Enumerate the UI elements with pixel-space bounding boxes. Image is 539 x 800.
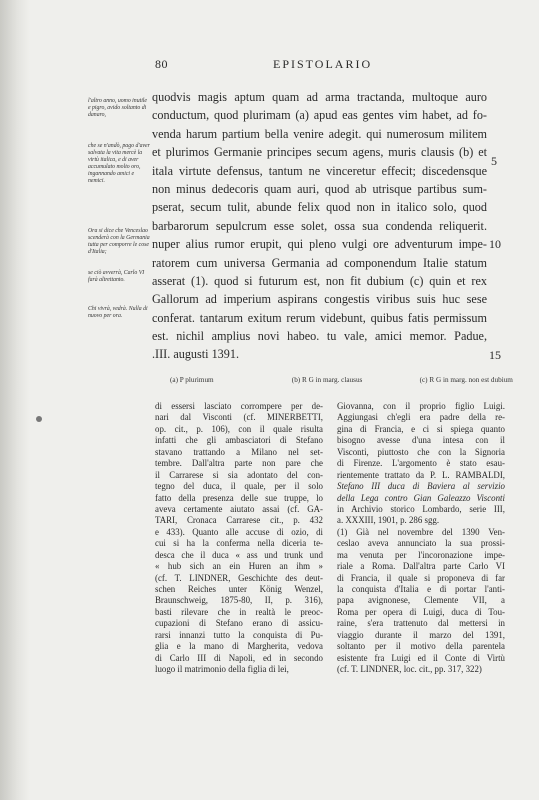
margin-note: che se n'andò, pago d'aver salvata la vita mercè la virtù italica, e di aver accumulato molto oro, ingannando amici e nemici. [88,143,150,184]
note-line: infatti che gli ambasciatori di Stefano [155,435,323,446]
page-binding-shadow [0,0,30,800]
note-line: « hub sich an ein Huren an ihm » [155,561,323,572]
note-line: tegno del duca, il quale, per il solo [155,481,323,492]
line-number: 15 [489,348,501,362]
note-line: la conquista d'Italia e di portar l'anti- [337,584,505,594]
margin-note: Chi vivrà, vedrà. Nulla di nuovo per ora. [88,306,148,319]
note-line: viaggio durante il marzo del 1391, [337,629,505,640]
notes-column-left [155,401,323,676]
note-line: cui si ha la conferma nella diceria te- [155,538,323,549]
note-line: nari dal Visconti (cf. MINERBETTI, [155,412,323,423]
note-line: della Lega contro Gian Galeazzo Visconti [337,492,505,503]
ink-spot [36,416,42,422]
note-line: ceslao aveva annunciato la sua prossi- [337,538,505,549]
note-line: fatto della presenza delle sue truppe, lo [155,492,323,503]
note-line: di Firenze. L'argomento è stato esau- [337,458,505,469]
notes-column-right [337,401,505,676]
text-line: .III. augusti 1391. [152,347,239,362]
note-line: (cf. T. LINDNER, loc. cit., pp. 317, 322) [337,664,482,675]
margin-note: l'altro anno, uomo inutile e pigro, avido soltanto di danaro, [88,98,147,118]
text-line: non minus dedecoris quam auri, quod ab utrisque partibus sum- [152,181,487,196]
note-line: Visconti, piuttosto che con la Signoria [337,446,505,457]
note-line: di Carlo III di Napoli, ed in secondo [155,652,323,663]
line-number: 10 [489,237,501,251]
text-line: est. nichil amplius novi habeo. tu vale, amici memor. Padue, [152,329,487,344]
variant-note: (a) P plurimum [170,376,214,384]
text-line: et plurimos Germanie principes secum agens, muris clausis (b) et [152,145,487,160]
note-line: basti rilevare che in realtà le preoc- [155,606,323,617]
note-line: di essersi lasciato corrompere per de- [155,401,323,411]
text-line: itala virtute defensus, tantum ne vinceretur effecit; discedensque [152,163,487,178]
note-line: TARI, Cronaca Carrarese cit., p. 432 [155,515,323,526]
text-line: conductum, quod plurimam (a) apud eas gentes vim habet, ad fo- [152,108,487,123]
note-line: rarsi innanzi tutto la conquista di Pu- [155,629,323,640]
margin-note: se ciò avverrà, Carlo VI farà altrettanto. [88,270,145,283]
text-line: nuper alius rumor erupit, qui pleno vulgi ore adventurum impe- [152,237,487,252]
note-line: raine, s'era trattenuto dal mettersi in [337,618,505,629]
note-line: desca che il duca « ass und trunk und [155,549,323,560]
note-line: Giovanna, con il proprio figlio Luigi. [337,401,505,411]
note-line: soltanto per il motivo della parentela [337,641,505,652]
text-line: ratorem cum universa Germania ad componendum Italie statum [152,255,487,270]
text-line: conferat. tantarum exitum rerum videbunt, quibus fatis permissum [152,310,487,325]
text-line: quodvis magis aptum quam ad arma tractanda, multoque auro [152,90,487,104]
note-line: aveva certamente aiutato assai (cf. GA- [155,503,323,514]
note-line: ma venuta per l'incoronazione impe- [337,549,505,560]
note-line: il Carrarese si sia adontato del con- [155,469,323,480]
note-line: glia e la mano di Margherita, vedova [155,641,323,652]
text-line: venda harum partium bella venire adegit. qui numerosum militem [152,126,487,141]
text-line: pserat, secum tulit, abunde felix quod non in italico solo, quod [152,200,487,215]
note-line: Braunschweig, 1875-80, II, p. 316), [155,595,323,606]
note-line: rientemente trattato da P. L. RAMBALDI, [337,469,505,480]
note-line: gina di Francia, e ci si spiega quanto [337,423,505,434]
note-line: riale a Roma. Dall'altra parte Carlo VI [337,561,505,572]
line-number: 5 [491,154,497,168]
note-line: cupazioni di Stefano erano di assicu- [155,618,323,629]
margin-note: Ora si dice che Venceslao scenderà con la Germania tutta per comporre le cose d'Italia; [88,228,150,255]
note-line: a. XXXIII, 1901, p. 286 sgg. [337,515,440,526]
variant-note: (c) R G in marg. non est dubium [419,376,513,384]
text-line: barbarorum sepulcrum esse solet, ossa sua condenda reliquerit. [152,218,487,233]
note-line: tembre. Dall'altra parte non pare che [155,458,323,469]
running-title: EPISTOLARIO [273,57,373,71]
note-line: schen Reiches unter König Wenzel, [155,584,323,594]
latin-letter-text [152,88,487,364]
note-line: Roma per opera di Luigi, duca di Tou- [337,606,505,617]
note-line: (1) Già nel novembre del 1390 Ven- [337,526,505,537]
page-number: 80 [155,57,168,71]
note-line: op. cit., p. 106), con il quale risulta [155,423,323,434]
critical-apparatus [170,376,513,384]
note-line: esistente fra Luigi ed il Conte di Virtù [337,652,505,663]
note-line: (cf. T. LINDNER, Geschichte des deut- [155,572,323,583]
text-line: asserat (1). quod si futurum est, non fit dubium (c) quin et rex [152,273,487,288]
note-line: e 433). Quanto alle accuse di ozio, di [155,526,323,537]
note-line: papa avignonese, Clemente VII, a [337,595,505,606]
variant-note: (b) R G in marg. clausus [291,376,363,384]
note-line: bisogno avesse d'una intesa con il [337,435,505,446]
text-line: Gallorum ad imperium aspirans congestis viribus suis huc sese [152,292,487,307]
note-line: stavano trattando a Milano nel set- [155,446,323,457]
note-line: Stefano III duca di Baviera al servizio [337,481,505,492]
note-line: in Archivio storico Lombardo, serie III, [337,503,505,514]
note-line: di Francia, il quale si proponeva di far [337,572,505,583]
note-line: luogo il matrimonio della figlia di lei, [155,664,289,675]
note-line: Aggiungasi ch'egli era padre della re- [337,412,505,423]
